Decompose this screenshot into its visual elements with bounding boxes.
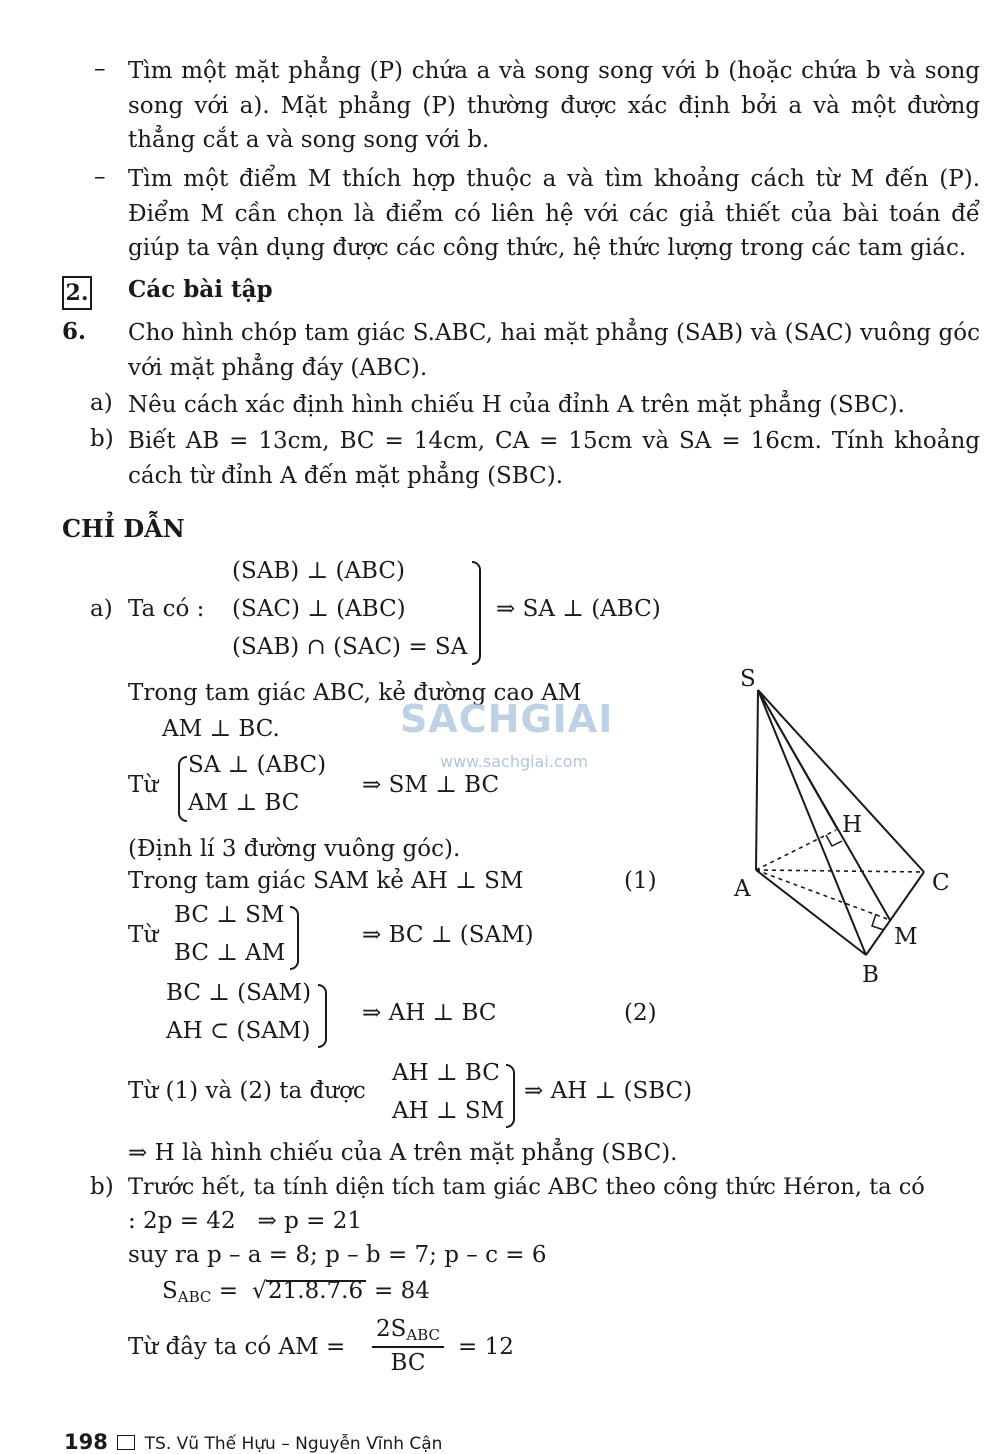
equation-tag-2: (2) [624, 1000, 657, 1026]
line-SH [758, 690, 838, 830]
solution-a-lead: Ta có : [128, 596, 205, 622]
right-angle-M [872, 914, 884, 930]
sqrt-radicand: 21.8.7.6 [268, 1278, 364, 1304]
fraction-denominator: BC [390, 1350, 426, 1376]
edge-BC [866, 872, 924, 955]
area-formula [162, 1278, 238, 1306]
solution-line: Trong tam giác SAM kẻ AH ⊥ SM [128, 868, 524, 894]
right-brace [318, 984, 327, 1048]
exercise-number: 6. [62, 318, 87, 345]
system-5-result: ⇒ AH ⊥ (SBC) [524, 1078, 693, 1104]
am-fraction [372, 1316, 444, 1376]
label-B: B [862, 962, 879, 988]
solution-b-label: b) [90, 1174, 114, 1200]
edge-AC [756, 870, 924, 872]
bullet-dash: – [94, 164, 106, 190]
area-equals: = [218, 1278, 238, 1304]
equation-tag-1: (1) [624, 868, 657, 894]
am-result: = 12 [458, 1334, 514, 1360]
solution-b-line: Trước hết, ta tính diện tích tam giác ABC theo công thức Héron, ta có [128, 1174, 925, 1200]
system-4-line: AH ⊂ (SAM) [166, 1018, 311, 1044]
label-H: H [842, 812, 863, 838]
system-3-line: BC ⊥ AM [174, 940, 286, 966]
section-title: Các bài tập [128, 276, 273, 303]
system-2-line: AM ⊥ BC [188, 790, 300, 816]
tu-label: Từ [128, 922, 159, 948]
tu-label: Từ [128, 772, 159, 798]
page-footer [64, 1430, 442, 1454]
system-2-line: SA ⊥ (ABC) [188, 752, 327, 778]
area-symbol: S [162, 1278, 178, 1304]
line-SM [758, 690, 890, 920]
area-subscript: ABC [177, 1288, 212, 1306]
label-C: C [932, 870, 950, 896]
area-result: = 84 [374, 1278, 430, 1304]
right-angle-H [826, 835, 842, 846]
system-5-line: AH ⊥ BC [392, 1060, 500, 1086]
edge-SB [758, 690, 866, 955]
label-S: S [740, 666, 756, 692]
fraction-numerator: $2S_{ABC}$ [372, 1316, 444, 1348]
exercise-part-a: Nêu cách xác định hình chiếu H của đỉnh A trên mặt phẳng (SBC). [128, 392, 905, 418]
system-2-result: ⇒ SM ⊥ BC [362, 772, 500, 798]
am-lead: Từ đây ta có AM = [128, 1334, 346, 1360]
line-AH [756, 830, 836, 870]
edge-SA [756, 690, 758, 870]
solution-line: Trong tam giác ABC, kẻ đường cao AM [128, 680, 582, 706]
exercise-part-b: Biết AB = 13cm, BC = 14cm, CA = 15cm và SA = 16cm. Tính khoảng cách từ đỉnh A đến mặt phẳng (SBC). [128, 428, 980, 489]
system-3-line: BC ⊥ SM [174, 902, 285, 928]
exercise-statement: Cho hình chóp tam giác S.ABC, hai mặt phẳng (SAB) và (SAC) vuông góc với mặt phẳng đáy (ABC). [128, 320, 980, 381]
footer-authors: TS. Vũ Thế Hựu – Nguyễn Vĩnh Cận [144, 1434, 443, 1454]
system-1-result: ⇒ SA ⊥ (ABC) [496, 596, 661, 622]
right-brace [472, 561, 481, 665]
system-4-line: BC ⊥ (SAM) [166, 980, 312, 1006]
exercise-part-b-label: b) [90, 426, 114, 452]
sqrt-sign: √ [252, 1278, 267, 1304]
solution-line: Từ (1) và (2) ta được [128, 1078, 366, 1104]
guide-heading: CHỈ DẪN [62, 514, 185, 543]
solution-b-line: suy ra p – a = 8; p – b = 7; p – c = 6 [128, 1242, 547, 1268]
right-brace [290, 906, 299, 970]
system-3-result: ⇒ BC ⊥ (SAM) [362, 922, 534, 948]
solution-line: AM ⊥ BC. [162, 716, 280, 742]
label-M: M [894, 924, 918, 950]
system-5-line: AH ⊥ SM [392, 1098, 505, 1124]
watermark-brand: SACHGIAI [400, 697, 614, 741]
book-icon [117, 1435, 135, 1450]
left-brace [178, 756, 187, 822]
page-number: 198 [64, 1430, 108, 1454]
system-1-line: (SAB) ⊥ (ABC) [232, 558, 405, 584]
label-A: A [734, 876, 751, 902]
edge-AB [756, 870, 866, 955]
solution-line: (Định lí 3 đường vuông góc). [128, 836, 461, 862]
bullet-dash: – [94, 56, 106, 82]
solution-a-label: a) [90, 596, 113, 622]
intro-item-1: Tìm một mặt phẳng (P) chứa a và song song với b (hoặc chứa b và song song với a). Mặt phẳng (P) thường được xác định bởi a và một đường thẳng cắt a và song song với b. [128, 58, 980, 153]
watermark-url: www.sachgiai.com [440, 752, 589, 771]
section-number: 2. [62, 276, 92, 310]
system-1-line: (SAB) ∩ (SAC) = SA [232, 634, 468, 660]
system-1-line: (SAC) ⊥ (ABC) [232, 596, 406, 622]
solution-a-conclusion: ⇒ H là hình chiếu của A trên mặt phẳng (SBC). [128, 1140, 678, 1166]
solution-b-line: : 2p = 42 ⇒ p = 21 [128, 1208, 362, 1234]
right-brace [506, 1064, 515, 1128]
intro-item-2: Tìm một điểm M thích hợp thuộc a và tìm khoảng cách từ M đến (P). Điểm M cần chọn là điểm có liên hệ với các giả thiết của bài toán để giúp ta vận dụng được các công thức, hệ thức lượng trong các tam giác. [128, 166, 980, 261]
edge-SC [758, 690, 924, 872]
system-4-result: ⇒ AH ⊥ BC [362, 1000, 497, 1026]
line-AM [756, 870, 890, 920]
exercise-part-a-label: a) [90, 390, 113, 416]
